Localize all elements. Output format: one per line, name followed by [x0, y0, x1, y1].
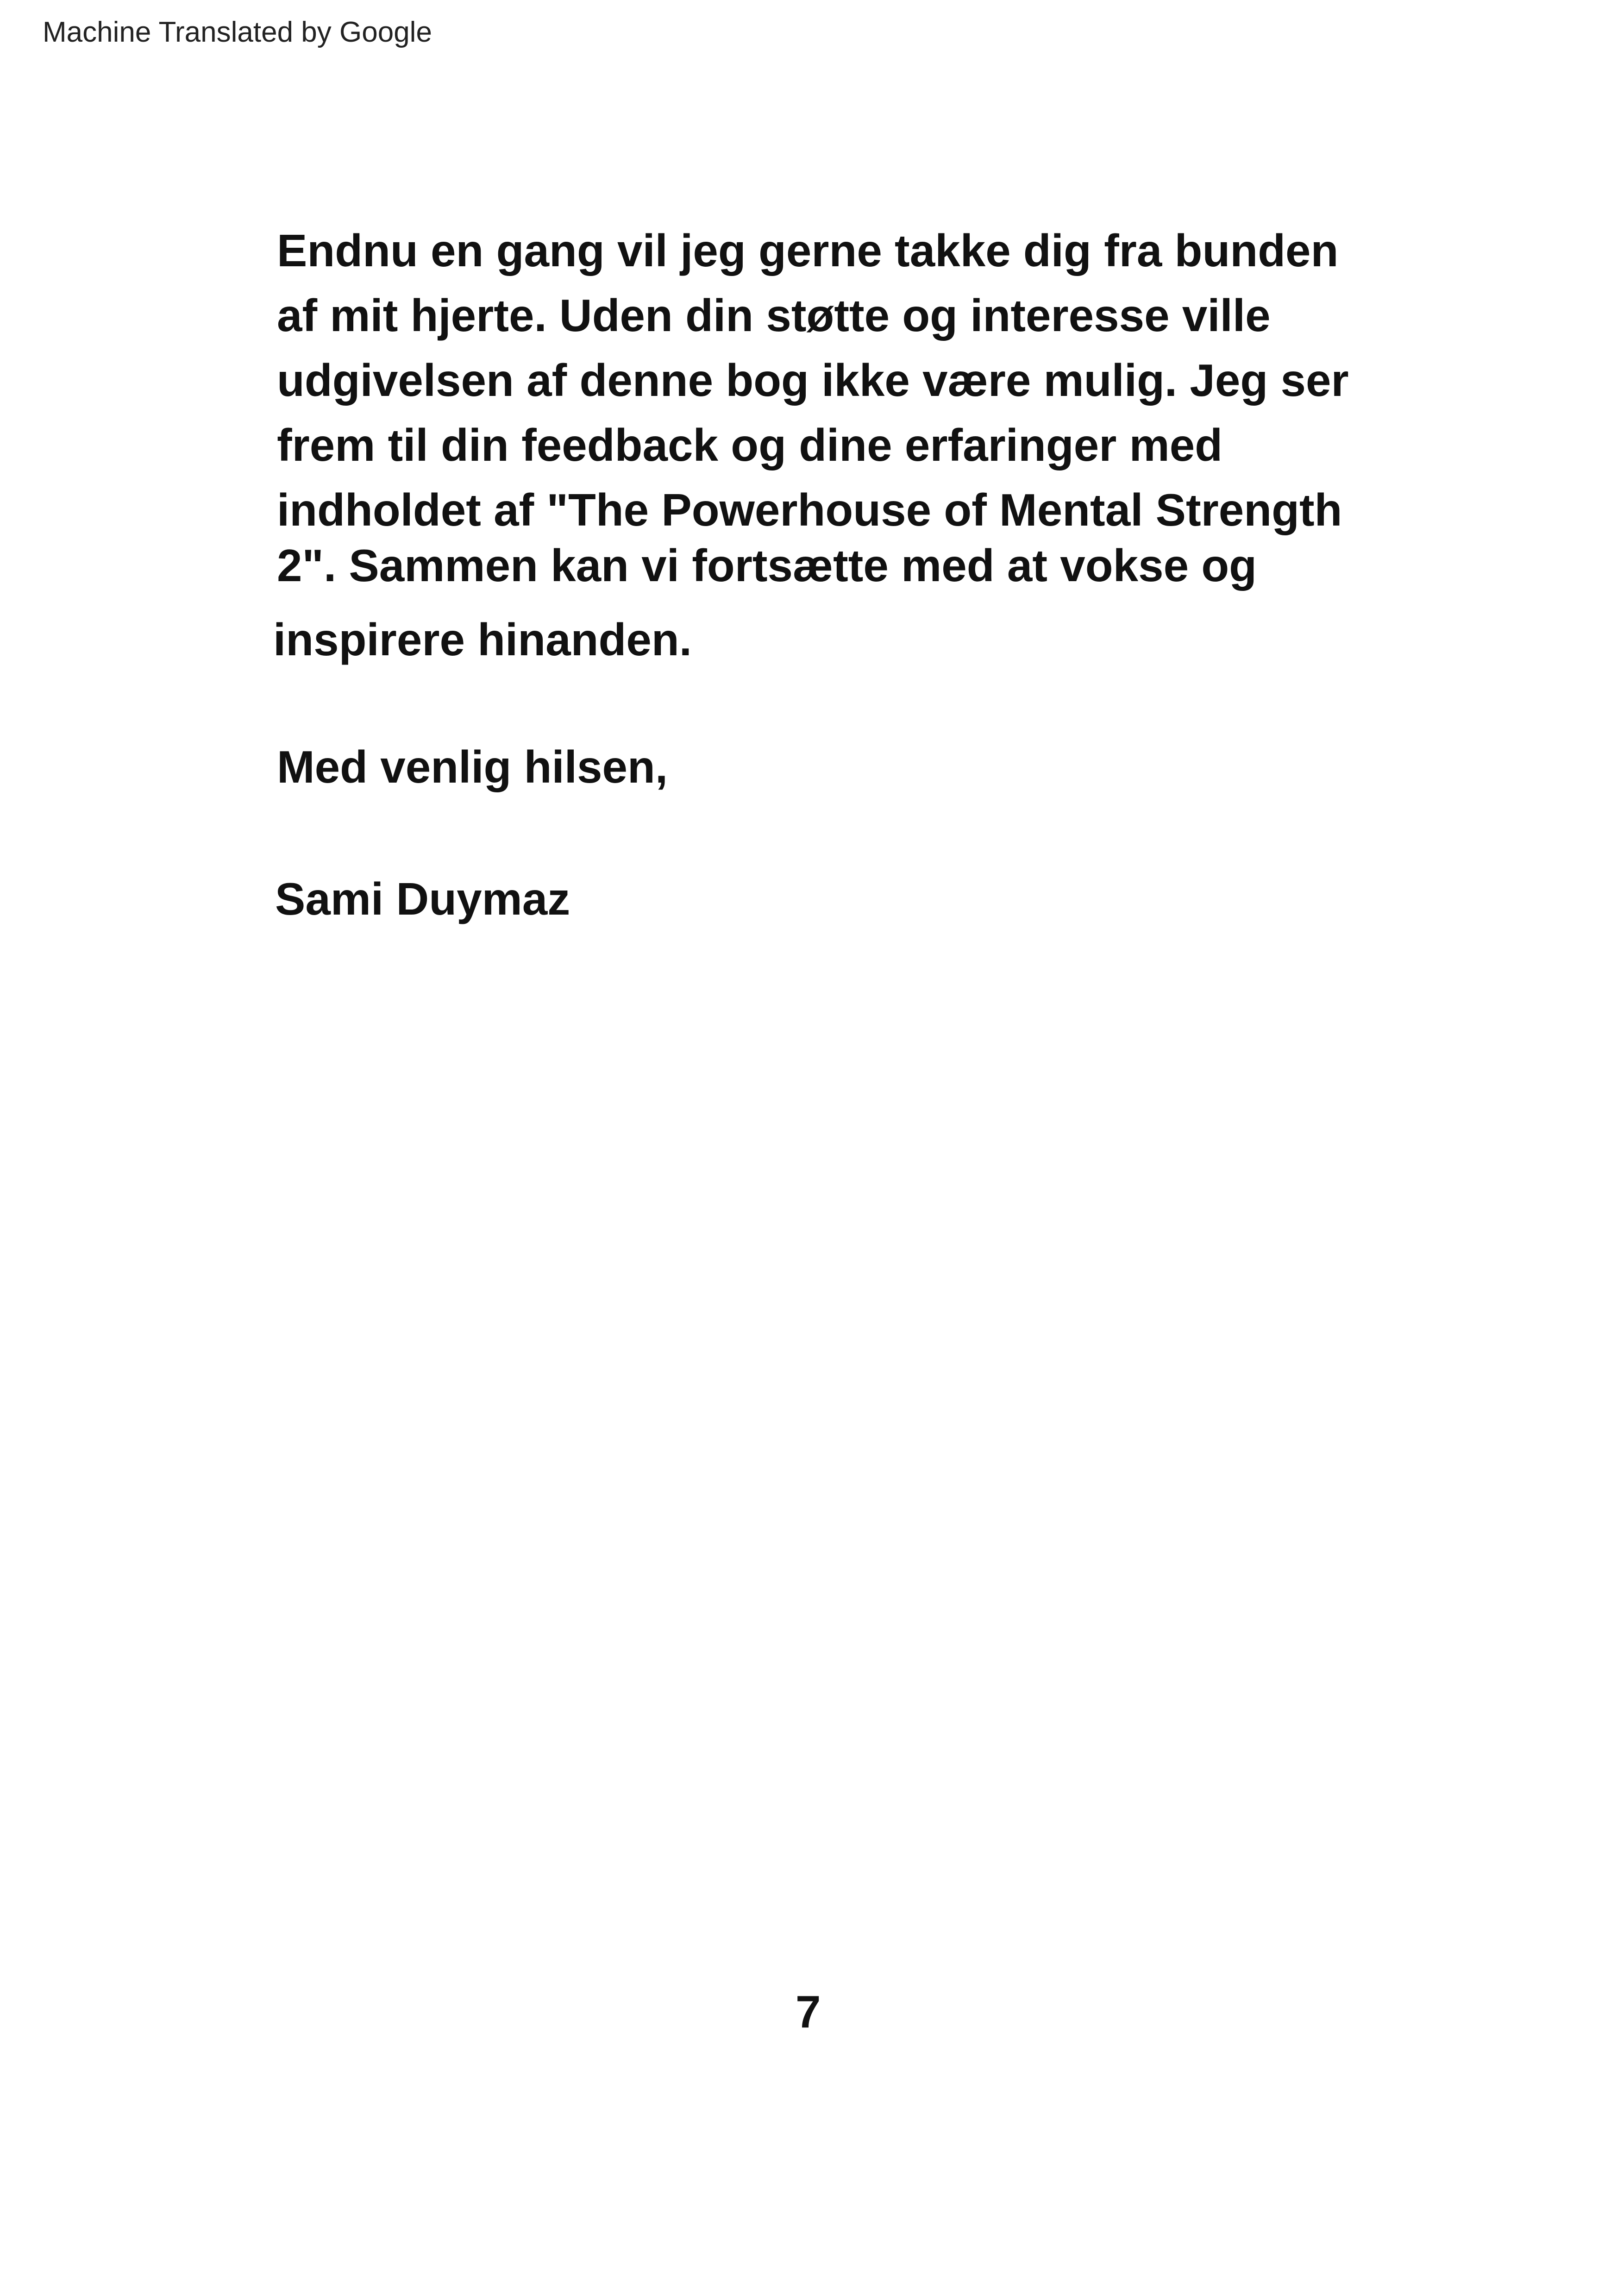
paragraph-line-7: inspirere hinanden.	[273, 614, 692, 665]
paragraph-line-6: 2". Sammen kan vi fortsætte med at vokse og	[277, 540, 1257, 591]
paragraph-line-4: frem til din feedback og dine erfaringer med	[277, 420, 1223, 470]
closing-salutation: Med venlig hilsen,	[277, 741, 668, 792]
paragraph-line-3: udgivelsen af denne bog ikke være mulig. Jeg ser	[277, 355, 1349, 406]
paragraph-line-5: indholdet af "The Powerhouse of Mental Strength	[277, 484, 1342, 535]
page-number: 7	[796, 1986, 821, 2037]
author-signature: Sami Duymaz	[275, 873, 570, 924]
paragraph-line-1: Endnu en gang vil jeg gerne takke dig fra bunden	[277, 225, 1339, 276]
paragraph-line-2: af mit hjerte. Uden din støtte og interesse ville	[277, 290, 1271, 341]
machine-translation-banner: Machine Translated by Google	[43, 16, 432, 48]
